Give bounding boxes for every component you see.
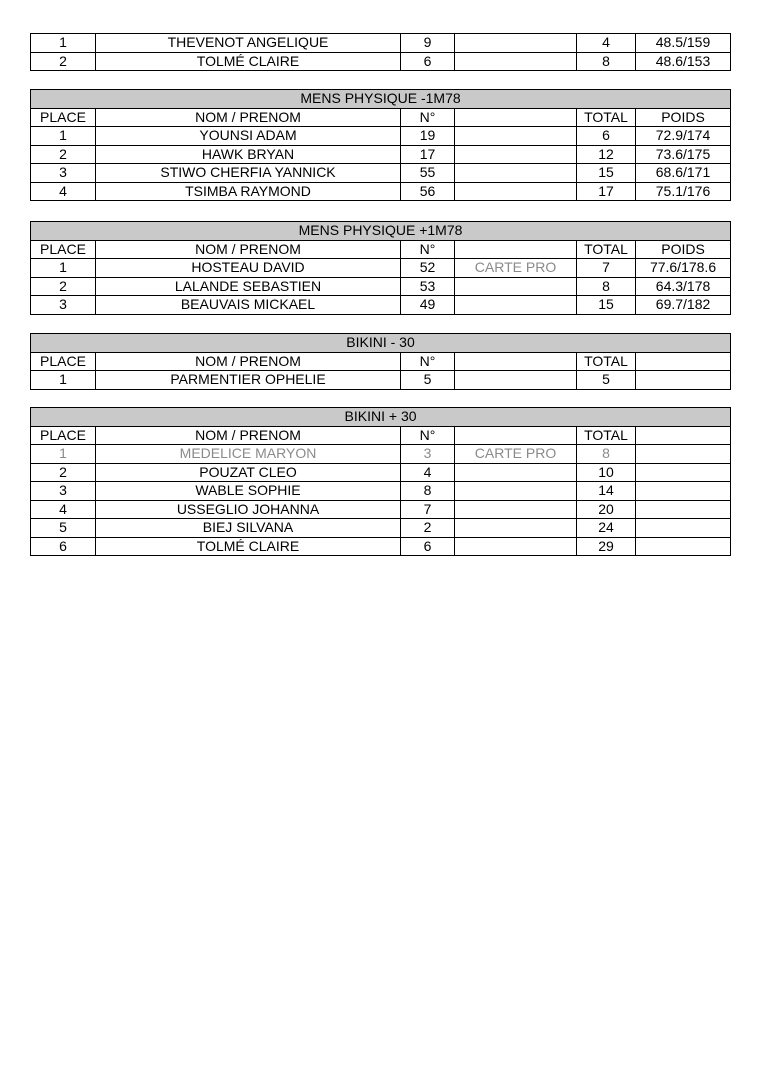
cell-total: 5 — [577, 371, 636, 390]
header-poids — [636, 352, 731, 371]
cell-poids: 73.6/175 — [636, 145, 731, 164]
cell-name: STIWO CHERFIA YANNICK — [96, 164, 401, 183]
category-title: MENS PHYSIQUE -1M78 — [31, 90, 731, 109]
category-title: MENS PHYSIQUE +1M78 — [31, 222, 731, 241]
cell-poids — [636, 482, 731, 501]
cell-place: 2 — [31, 145, 96, 164]
cell-poids: 68.6/171 — [636, 164, 731, 183]
cell-num: 52 — [401, 259, 455, 278]
result-row — [31, 537, 731, 556]
cell-num: 6 — [401, 537, 455, 556]
result-row — [31, 463, 731, 482]
header-row — [31, 240, 731, 259]
cell-place: 1 — [31, 127, 96, 146]
cell-total: 24 — [577, 519, 636, 538]
cell-num: 17 — [401, 145, 455, 164]
category-title: BIKINI + 30 — [31, 408, 731, 427]
cell-poids — [636, 537, 731, 556]
cell-place: 1 — [31, 371, 96, 390]
category-title-row — [31, 408, 731, 427]
cell-extra — [455, 127, 577, 146]
cell-total: 10 — [577, 463, 636, 482]
results-table — [30, 407, 731, 556]
cell-total: 6 — [577, 127, 636, 146]
cell-extra — [455, 463, 577, 482]
header-name: NOM / PRENOM — [96, 426, 401, 445]
category-title-row — [31, 222, 731, 241]
cell-num: 4 — [401, 463, 455, 482]
result-row — [31, 34, 731, 53]
cell-num: 5 — [401, 371, 455, 390]
result-row — [31, 259, 731, 278]
cell-extra — [455, 482, 577, 501]
header-extra — [455, 108, 577, 127]
result-row — [31, 519, 731, 538]
header-poids — [636, 426, 731, 445]
header-poids: POIDS — [636, 108, 731, 127]
result-row — [31, 277, 731, 296]
cell-extra — [455, 277, 577, 296]
category-title: BIKINI - 30 — [31, 334, 731, 353]
cell-extra: CARTE PRO — [455, 445, 577, 464]
cell-name: HOSTEAU DAVID — [96, 259, 401, 278]
cell-num: 8 — [401, 482, 455, 501]
cell-place: 1 — [31, 445, 96, 464]
cell-name: TSIMBA RAYMOND — [96, 182, 401, 201]
cell-name: WABLE SOPHIE — [96, 482, 401, 501]
cell-name: HAWK BRYAN — [96, 145, 401, 164]
cell-total: 29 — [577, 537, 636, 556]
cell-poids: 77.6/178.6 — [636, 259, 731, 278]
cell-place: 3 — [31, 164, 96, 183]
cell-total: 14 — [577, 482, 636, 501]
header-poids: POIDS — [636, 240, 731, 259]
cell-total: 17 — [577, 182, 636, 201]
results-table — [30, 221, 731, 315]
header-num: N° — [401, 240, 455, 259]
cell-name: BEAUVAIS MICKAEL — [96, 296, 401, 315]
header-row — [31, 108, 731, 127]
cell-poids: 75.1/176 — [636, 182, 731, 201]
cell-total: 8 — [577, 52, 636, 71]
cell-total: 20 — [577, 500, 636, 519]
result-row — [31, 182, 731, 201]
cell-place: 4 — [31, 500, 96, 519]
cell-total: 12 — [577, 145, 636, 164]
cell-name: LALANDE SEBASTIEN — [96, 277, 401, 296]
cell-place: 2 — [31, 52, 96, 71]
cell-place: 4 — [31, 182, 96, 201]
cell-extra — [455, 182, 577, 201]
cell-num: 19 — [401, 127, 455, 146]
result-row — [31, 145, 731, 164]
header-total: TOTAL — [577, 108, 636, 127]
cell-num: 2 — [401, 519, 455, 538]
category-title-row — [31, 334, 731, 353]
cell-total: 4 — [577, 34, 636, 53]
header-row — [31, 352, 731, 371]
cell-num: 7 — [401, 500, 455, 519]
result-row — [31, 371, 731, 390]
cell-num: 6 — [401, 52, 455, 71]
cell-extra — [455, 52, 577, 71]
cell-total: 8 — [577, 277, 636, 296]
cell-num: 55 — [401, 164, 455, 183]
header-row — [31, 426, 731, 445]
cell-extra — [455, 145, 577, 164]
header-place: PLACE — [31, 426, 96, 445]
result-row — [31, 164, 731, 183]
cell-poids — [636, 519, 731, 538]
cell-extra — [455, 164, 577, 183]
cell-place: 2 — [31, 463, 96, 482]
header-place: PLACE — [31, 108, 96, 127]
cell-extra — [455, 296, 577, 315]
cell-num: 53 — [401, 277, 455, 296]
header-num: N° — [401, 352, 455, 371]
cell-total: 7 — [577, 259, 636, 278]
header-num: N° — [401, 108, 455, 127]
cell-name: TOLMÉ CLAIRE — [96, 52, 401, 71]
cell-name: BIEJ SILVANA — [96, 519, 401, 538]
header-place: PLACE — [31, 352, 96, 371]
cell-poids — [636, 500, 731, 519]
cell-name: PARMENTIER OPHELIE — [96, 371, 401, 390]
header-extra — [455, 240, 577, 259]
cell-total: 15 — [577, 296, 636, 315]
cell-name: THEVENOT ANGELIQUE — [96, 34, 401, 53]
cell-name: YOUNSI ADAM — [96, 127, 401, 146]
cell-poids: 48.6/153 — [636, 52, 731, 71]
cell-name: USSEGLIO JOHANNA — [96, 500, 401, 519]
cell-num: 49 — [401, 296, 455, 315]
category-title-row — [31, 90, 731, 109]
cell-extra — [455, 519, 577, 538]
cell-poids — [636, 371, 731, 390]
result-row — [31, 500, 731, 519]
results-table — [30, 333, 731, 390]
cell-place: 3 — [31, 482, 96, 501]
cell-poids: 72.9/174 — [636, 127, 731, 146]
cell-num: 9 — [401, 34, 455, 53]
cell-poids: 69.7/182 — [636, 296, 731, 315]
cell-place: 1 — [31, 259, 96, 278]
header-total: TOTAL — [577, 240, 636, 259]
result-row — [31, 445, 731, 464]
header-num: N° — [401, 426, 455, 445]
result-row — [31, 482, 731, 501]
result-row — [31, 296, 731, 315]
header-total: TOTAL — [577, 426, 636, 445]
header-extra — [455, 426, 577, 445]
cell-extra: CARTE PRO — [455, 259, 577, 278]
cell-poids: 64.3/178 — [636, 277, 731, 296]
header-name: NOM / PRENOM — [96, 352, 401, 371]
result-row — [31, 127, 731, 146]
cell-num: 3 — [401, 445, 455, 464]
header-total: TOTAL — [577, 352, 636, 371]
cell-name: POUZAT CLEO — [96, 463, 401, 482]
cell-extra — [455, 371, 577, 390]
cell-poids: 48.5/159 — [636, 34, 731, 53]
cell-place: 6 — [31, 537, 96, 556]
results-table — [30, 33, 731, 71]
cell-total: 15 — [577, 164, 636, 183]
cell-extra — [455, 500, 577, 519]
cell-place: 3 — [31, 296, 96, 315]
cell-num: 56 — [401, 182, 455, 201]
cell-name: TOLMÉ CLAIRE — [96, 537, 401, 556]
cell-place: 1 — [31, 34, 96, 53]
header-place: PLACE — [31, 240, 96, 259]
results-table — [30, 89, 731, 201]
cell-name: MEDELICE MARYON — [96, 445, 401, 464]
result-row — [31, 52, 731, 71]
header-name: NOM / PRENOM — [96, 108, 401, 127]
cell-extra — [455, 537, 577, 556]
header-name: NOM / PRENOM — [96, 240, 401, 259]
cell-poids — [636, 445, 731, 464]
cell-total: 8 — [577, 445, 636, 464]
header-extra — [455, 352, 577, 371]
cell-extra — [455, 34, 577, 53]
cell-place: 2 — [31, 277, 96, 296]
cell-poids — [636, 463, 731, 482]
cell-place: 5 — [31, 519, 96, 538]
